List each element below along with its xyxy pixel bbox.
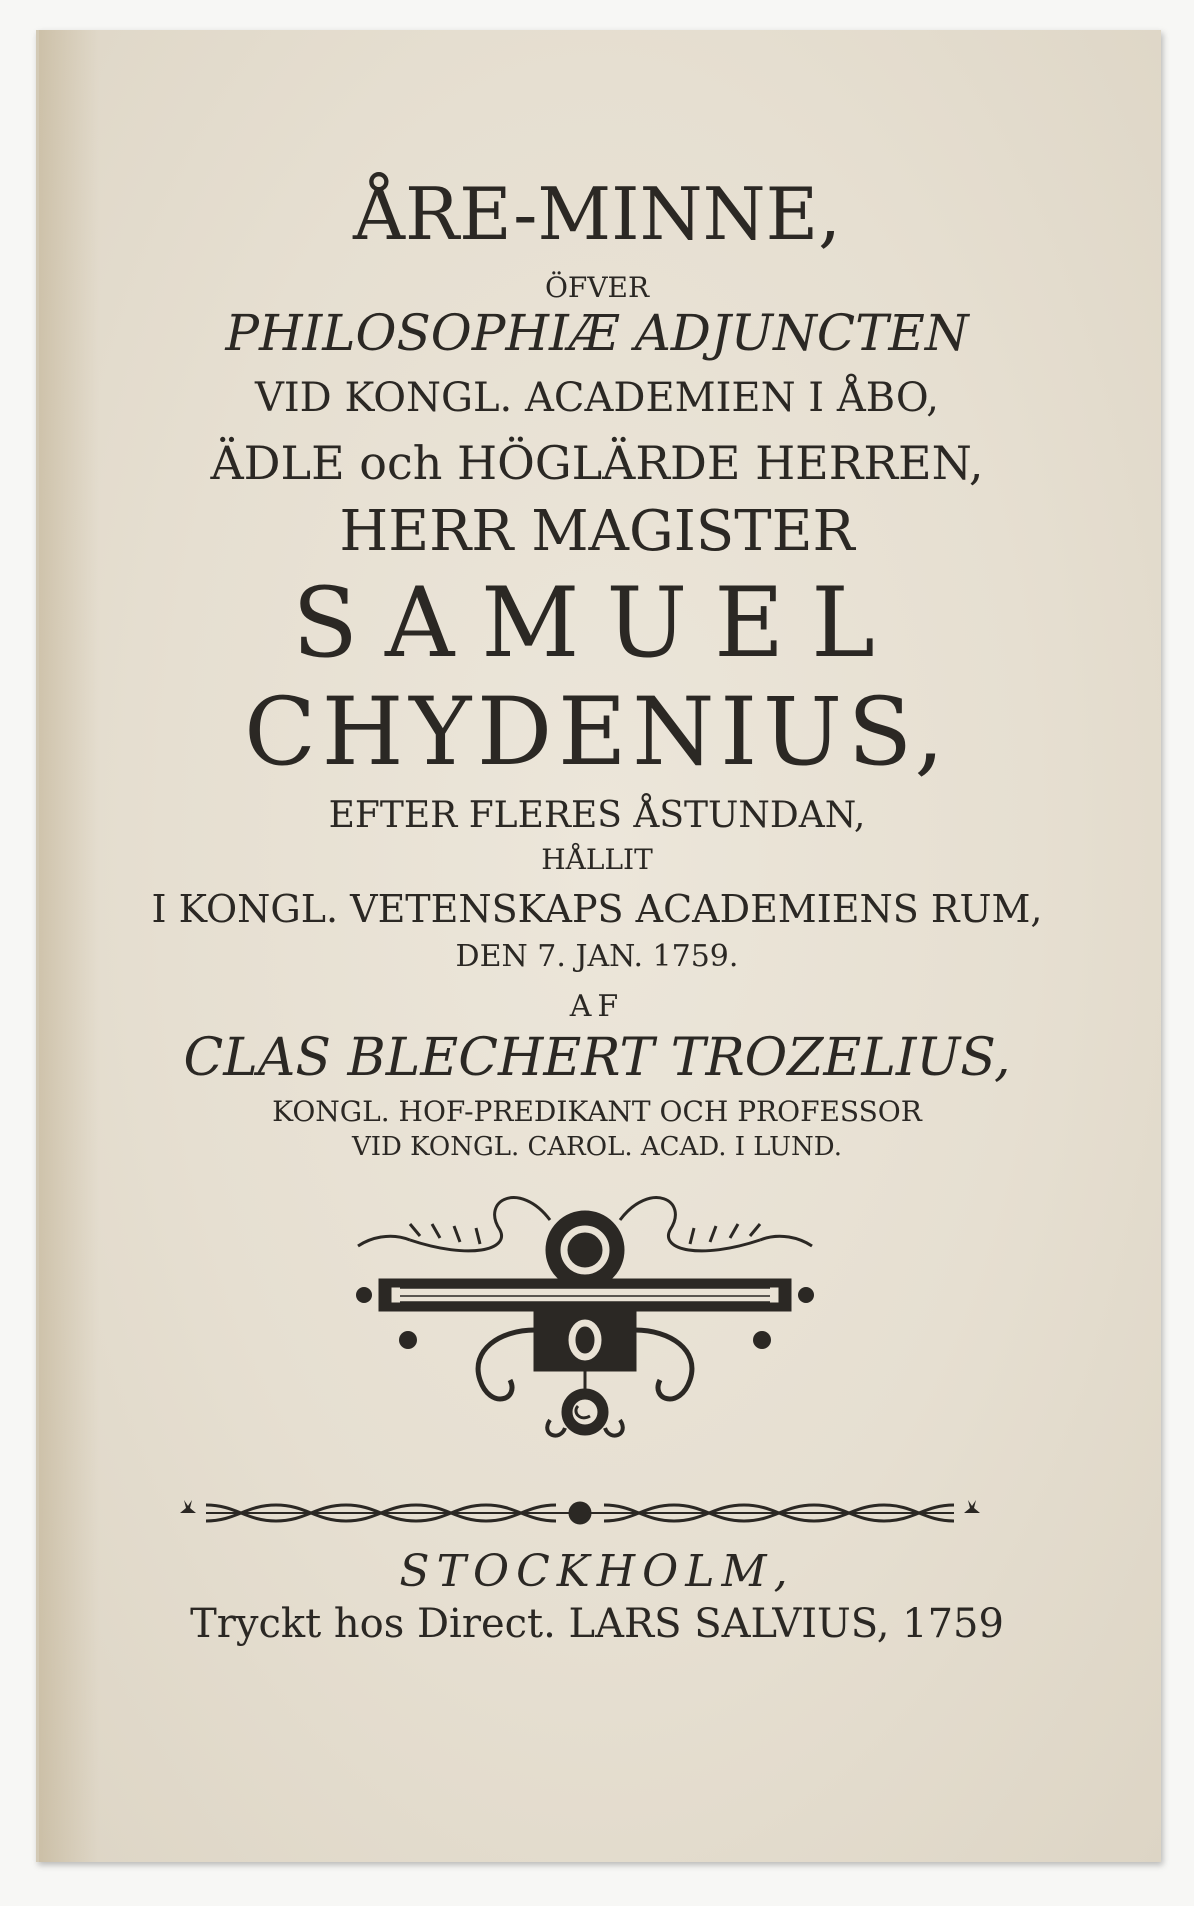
decorative-rule-icon (176, 1495, 984, 1531)
author-name: CLAS BLECHERT TROZELIUS, (183, 1028, 1011, 1088)
name-chydenius: CHYDENIUS, (244, 678, 950, 787)
title-philosophiae-adjuncten: PHILOSOPHIÆ ADJUNCTEN (225, 304, 969, 362)
name-samuel: SAMUEL (292, 567, 902, 679)
imprint-city: STOCKHOLM, (399, 1546, 795, 1597)
printers-ornament-icon (350, 1180, 820, 1450)
title-ofver: ÖFVER (544, 271, 650, 304)
occasion-efter-fleres: EFTER FLERES ÅSTUNDAN, (328, 795, 866, 836)
author-title-2: VID KONGL. CAROL. ACAD. I LUND. (352, 1132, 842, 1162)
occasion-date: DEN 7. JAN. 1759. (455, 939, 739, 974)
title-academien-abo: VID KONGL. ACADEMIEN I ÅBO, (254, 375, 940, 421)
occasion-hallit: HÅLLIT (541, 843, 653, 876)
title-adle-hoglarde: ÄDLE och HÖGLÄRDE HERREN, (210, 436, 984, 490)
author-title-1: KONGL. HOF-PREDIKANT OCH PROFESSOR (272, 1095, 922, 1128)
occasion-academiens-rum: I KONGL. VETENSKAPS ACADEMIENS RUM, (151, 887, 1043, 931)
author-af: AF (569, 989, 625, 1024)
title-are-minne: ÅRE-MINNE, (352, 172, 842, 256)
title-herr-magister: HERR MAGISTER (339, 499, 855, 564)
imprint-printer: Tryckt hos Direct. LARS SALVIUS, 1759 (190, 1601, 1004, 1647)
